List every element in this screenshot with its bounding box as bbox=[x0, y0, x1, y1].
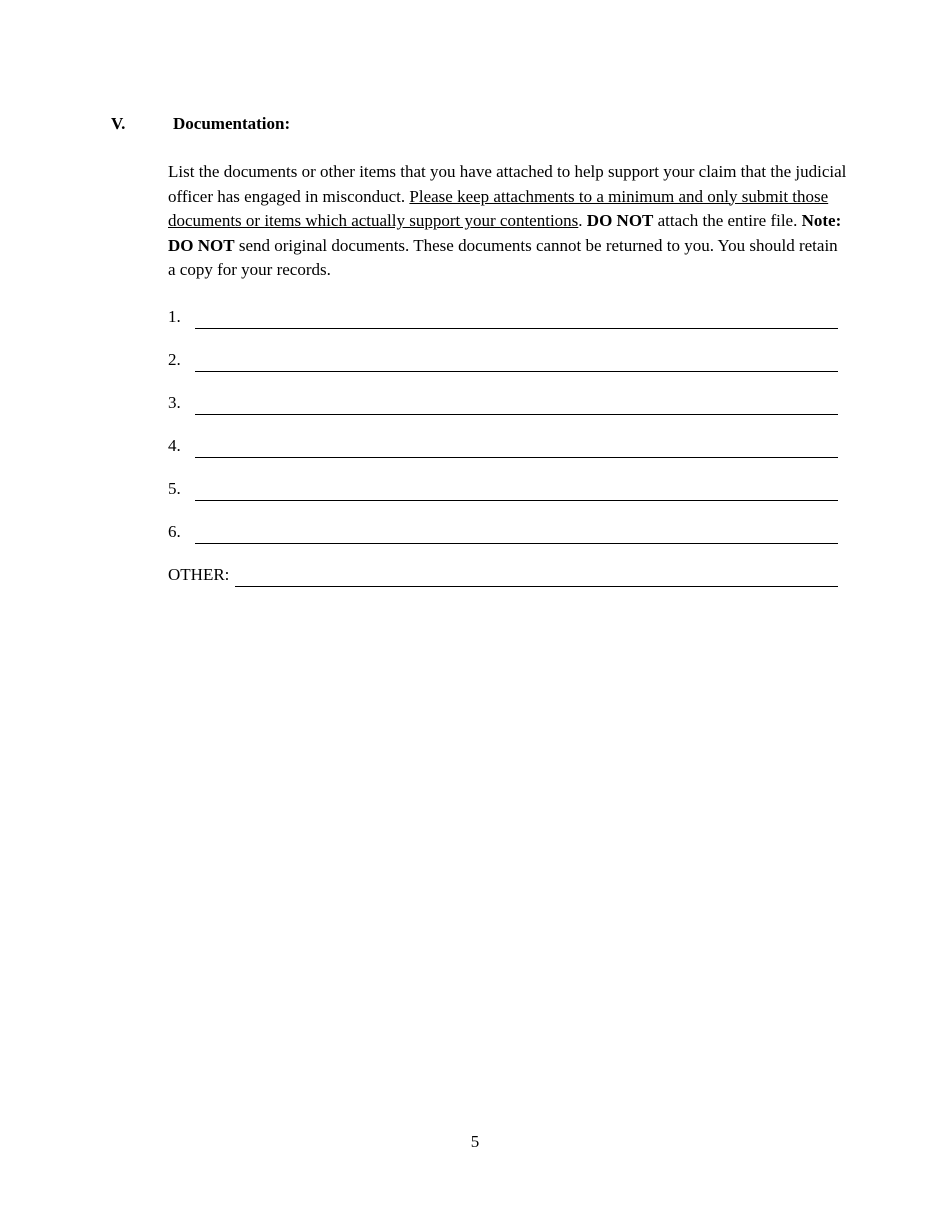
entry-number: 4. bbox=[168, 436, 181, 455]
entry-number: 5. bbox=[168, 479, 181, 498]
section-number: V. bbox=[111, 114, 126, 133]
instructions-bold-note: Note: DO NOT bbox=[168, 211, 842, 255]
instructions-text-3: attach the entire file. bbox=[653, 211, 802, 230]
entry-number: 1. bbox=[168, 307, 181, 326]
instructions-paragraph bbox=[168, 160, 848, 283]
document-3-field[interactable] bbox=[195, 395, 838, 415]
document-entry-other bbox=[168, 544, 838, 587]
entry-number: 6. bbox=[168, 522, 181, 541]
document-entry-4 bbox=[168, 415, 838, 458]
document-entry-6 bbox=[168, 501, 838, 544]
document-entry-3 bbox=[168, 372, 838, 415]
document-entry-1 bbox=[168, 308, 838, 329]
document-2-field[interactable] bbox=[195, 352, 838, 372]
instructions-underlined-text: Please keep attachments to a minimum and only submit those documents or items which actually support your contentions bbox=[168, 186, 829, 230]
document-1-field[interactable] bbox=[195, 309, 838, 329]
document-entry-5 bbox=[168, 458, 838, 501]
document-entry-2 bbox=[168, 329, 838, 372]
other-field[interactable] bbox=[235, 567, 838, 587]
document-5-field[interactable] bbox=[195, 481, 838, 501]
section-title: Documentation: bbox=[173, 114, 291, 133]
instructions-bold-do-not: DO NOT bbox=[586, 211, 654, 230]
document-6-field[interactable] bbox=[195, 524, 838, 544]
page-number: 5 bbox=[470, 1132, 480, 1151]
instructions-text-2: . bbox=[578, 211, 587, 230]
document-list bbox=[168, 308, 838, 587]
instructions-text-4: send original documents. These documents cannot be returned to you. You should retain a copy for your records. bbox=[168, 235, 838, 279]
other-label: OTHER: bbox=[168, 565, 230, 584]
instructions-text-1: List the documents or other items that you have attached to help support your claim that the judicial officer has engaged in misconduct. bbox=[168, 162, 847, 206]
entry-number: 3. bbox=[168, 393, 181, 412]
entry-number: 2. bbox=[168, 350, 181, 369]
document-4-field[interactable] bbox=[195, 438, 838, 458]
